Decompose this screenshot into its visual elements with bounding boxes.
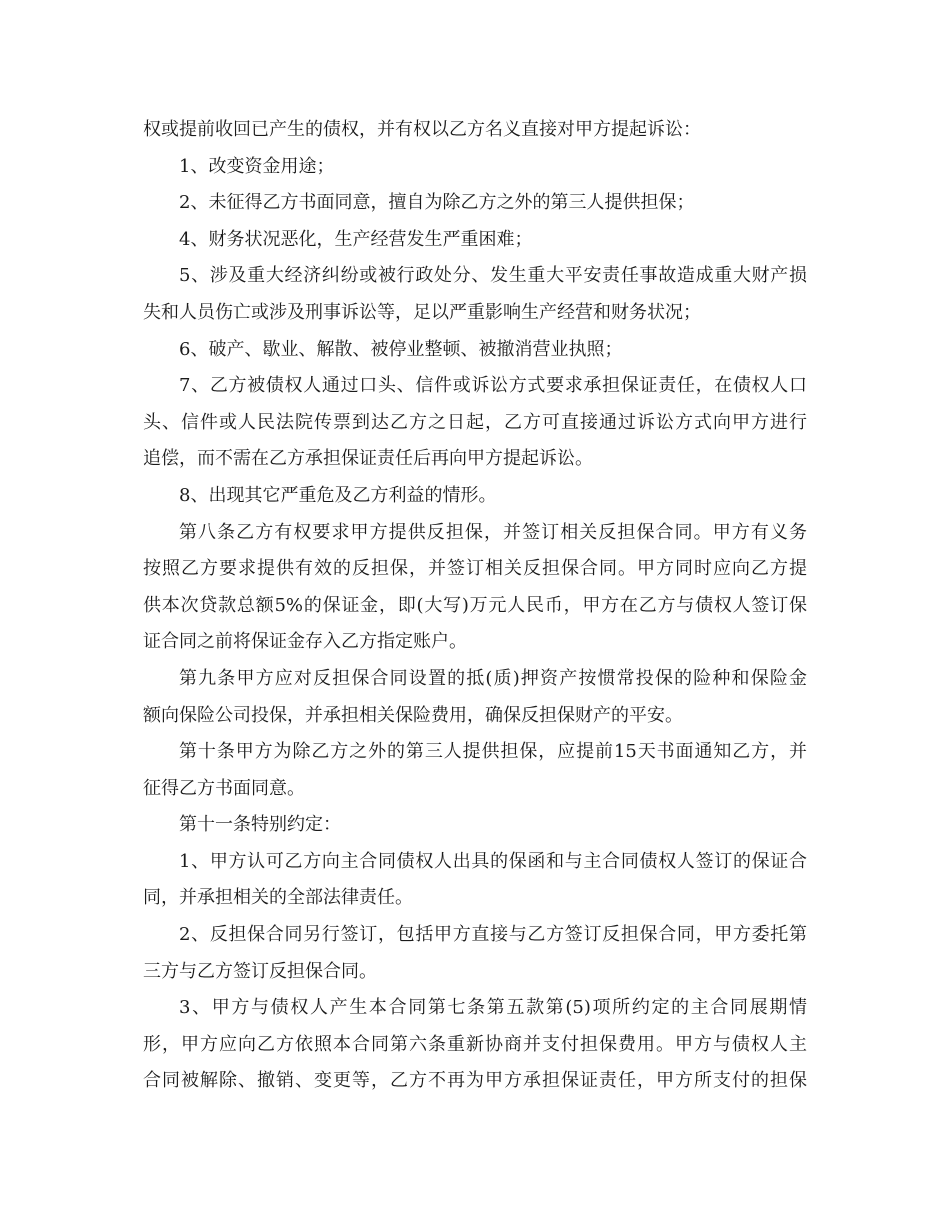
text-line: 2、反担保合同另行签订，包括甲方直接与乙方签订反担保合同，甲方委托第 — [179, 924, 807, 946]
text-line: 6、破产、歇业、解散、被停业整顿、被撤消营业执照； — [179, 338, 623, 360]
text-line: 头、信件或人民法院传票到达乙方之日起，乙方可直接通过诉讼方式向甲方进行 — [143, 411, 807, 433]
text-line: 供本次贷款总额5%的保证金，即(大写)万元人民币，甲方在乙方与债权人签订保 — [143, 594, 807, 616]
text-line: 同，并承担相关的全部法律责任。 — [143, 887, 413, 909]
text-line: 2、未征得乙方书面同意，擅自为除乙方之外的第三人提供担保； — [179, 192, 695, 214]
text-line: 第十一条特别约定： — [179, 814, 341, 836]
text-line: 第十条甲方为除乙方之外的第三人提供担保，应提前15天书面通知乙方，并 — [179, 741, 807, 763]
text-line: 失和人员伤亡或涉及刑事诉讼等，足以严重影响生产经营和财务状况； — [143, 301, 701, 323]
text-line: 合同被解除、撤销、变更等，乙方不再为甲方承担保证责任，甲方所支付的担保 — [143, 1070, 807, 1092]
text-line: 4、财务状况恶化，生产经营发生严重困难； — [179, 228, 533, 250]
text-line: 8、出现其它严重危及乙方利益的情形。 — [179, 484, 497, 506]
text-line: 形，甲方应向乙方依照本合同第六条重新协商并支付担保费用。甲方与债权人主 — [143, 1033, 807, 1055]
document-body — [143, 112, 807, 1100]
text-line: 征得乙方书面同意。 — [143, 777, 305, 799]
text-line: 三方与乙方签订反担保合同。 — [143, 960, 377, 982]
text-line: 5、涉及重大经济纠纷或被行政处分、发生重大平安责任事故造成重大财产损 — [179, 265, 807, 287]
text-line: 3、甲方与债权人产生本合同第七条第五款第(5)项所约定的主合同展期情 — [179, 997, 807, 1019]
text-line: 第八条乙方有权要求甲方提供反担保，并签订相关反担保合同。甲方有义务 — [179, 521, 807, 543]
text-line: 额向保险公司投保，并承担相关保险费用，确保反担保财产的平安。 — [143, 704, 683, 726]
text-line: 7、乙方被债权人通过口头、信件或诉讼方式要求承担保证责任，在债权人口 — [179, 375, 807, 397]
text-line: 追偿，而不需在乙方承担保证责任后再向甲方提起诉讼。 — [143, 448, 593, 470]
text-line: 1、改变资金用途； — [179, 155, 335, 177]
text-line: 1、甲方认可乙方向主合同债权人出具的保函和与主合同债权人签订的保证合 — [179, 850, 807, 872]
text-line: 按照乙方要求提供有效的反担保，并签订相关反担保合同。甲方同时应向乙方提 — [143, 558, 807, 580]
text-line: 权或提前收回已产生的债权，并有权以乙方名义直接对甲方提起诉讼： — [143, 119, 701, 140]
text-line: 第九条甲方应对反担保合同设置的抵(质)押资产按惯常投保的险种和保险金 — [179, 667, 807, 689]
text-line: 证合同之前将保证金存入乙方指定账户。 — [143, 631, 467, 653]
